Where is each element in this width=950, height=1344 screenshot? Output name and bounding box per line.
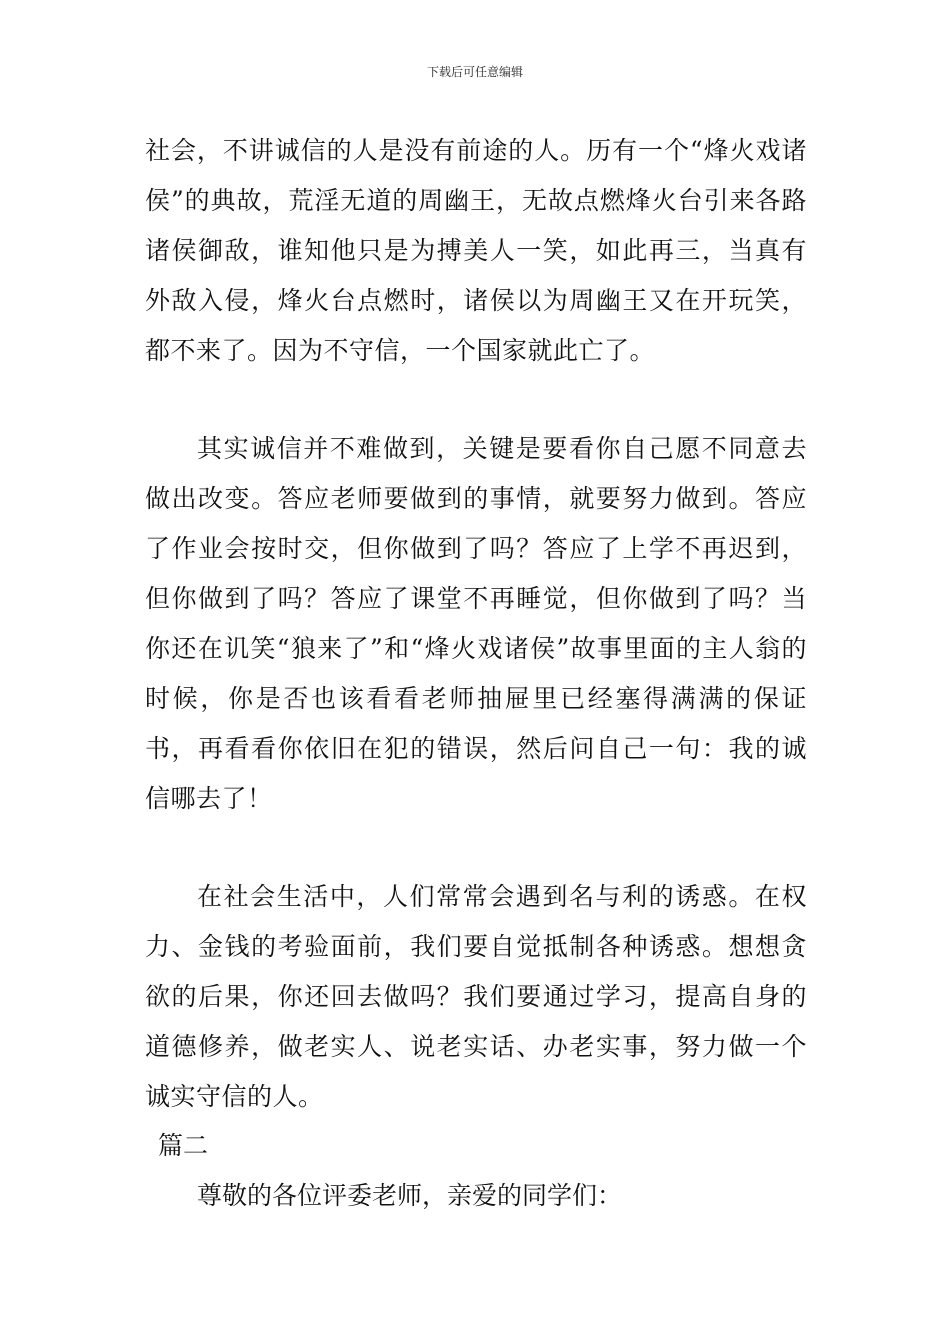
paragraph-1: 社会，不讲诚信的人是没有前途的人。历有一个“烽火戏诸侯”的典故，荒淫无道的周幽王，无故点燃烽火台引来各路诸侯御敌，谁知他只是为搏美人一笑，如此再三，当真有外敌入侵，烽火台点燃时，诸侯以为周幽王又在开玩笑，都不来了。因为不守信，一个国家就此亡了。 [145, 136, 807, 365]
page-header: 下载后可任意编辑 [426, 65, 523, 79]
paragraph-2: 其实诚信并不难做到，关键是要看你自己愿不同意去做出改变。答应老师要做到的事情，就要努力做到。答应了作业会按时交，但你做到了吗？答应了上学不再迟到，但你做到了吗？答应了课堂不再睡觉，但你做到了吗？当你还在讥笑“狼来了”和“烽火戏诸侯”故事里面的主人翁的时候，你是否也该看看老师抽屉里已经塞得满满的保证书，再看看你依旧在犯的错误，然后问自己一句：我的诚信哪去了！ [145, 434, 807, 813]
greeting-line: 尊敬的各位评委老师，亲爱的同学们： [197, 1181, 623, 1210]
paragraph-3: 在社会生活中，人们常常会遇到名与利的诱惑。在权力、金钱的考验面前，我们要自觉抵制各种诱惑。想想贪欲的后果，你还回去做吗？我们要通过学习，提高自身的道德修养，做老实人、说老实话、办老实事，努力做一个诚实守信的人。 [145, 882, 807, 1111]
section-heading: 篇二 [158, 1131, 209, 1160]
